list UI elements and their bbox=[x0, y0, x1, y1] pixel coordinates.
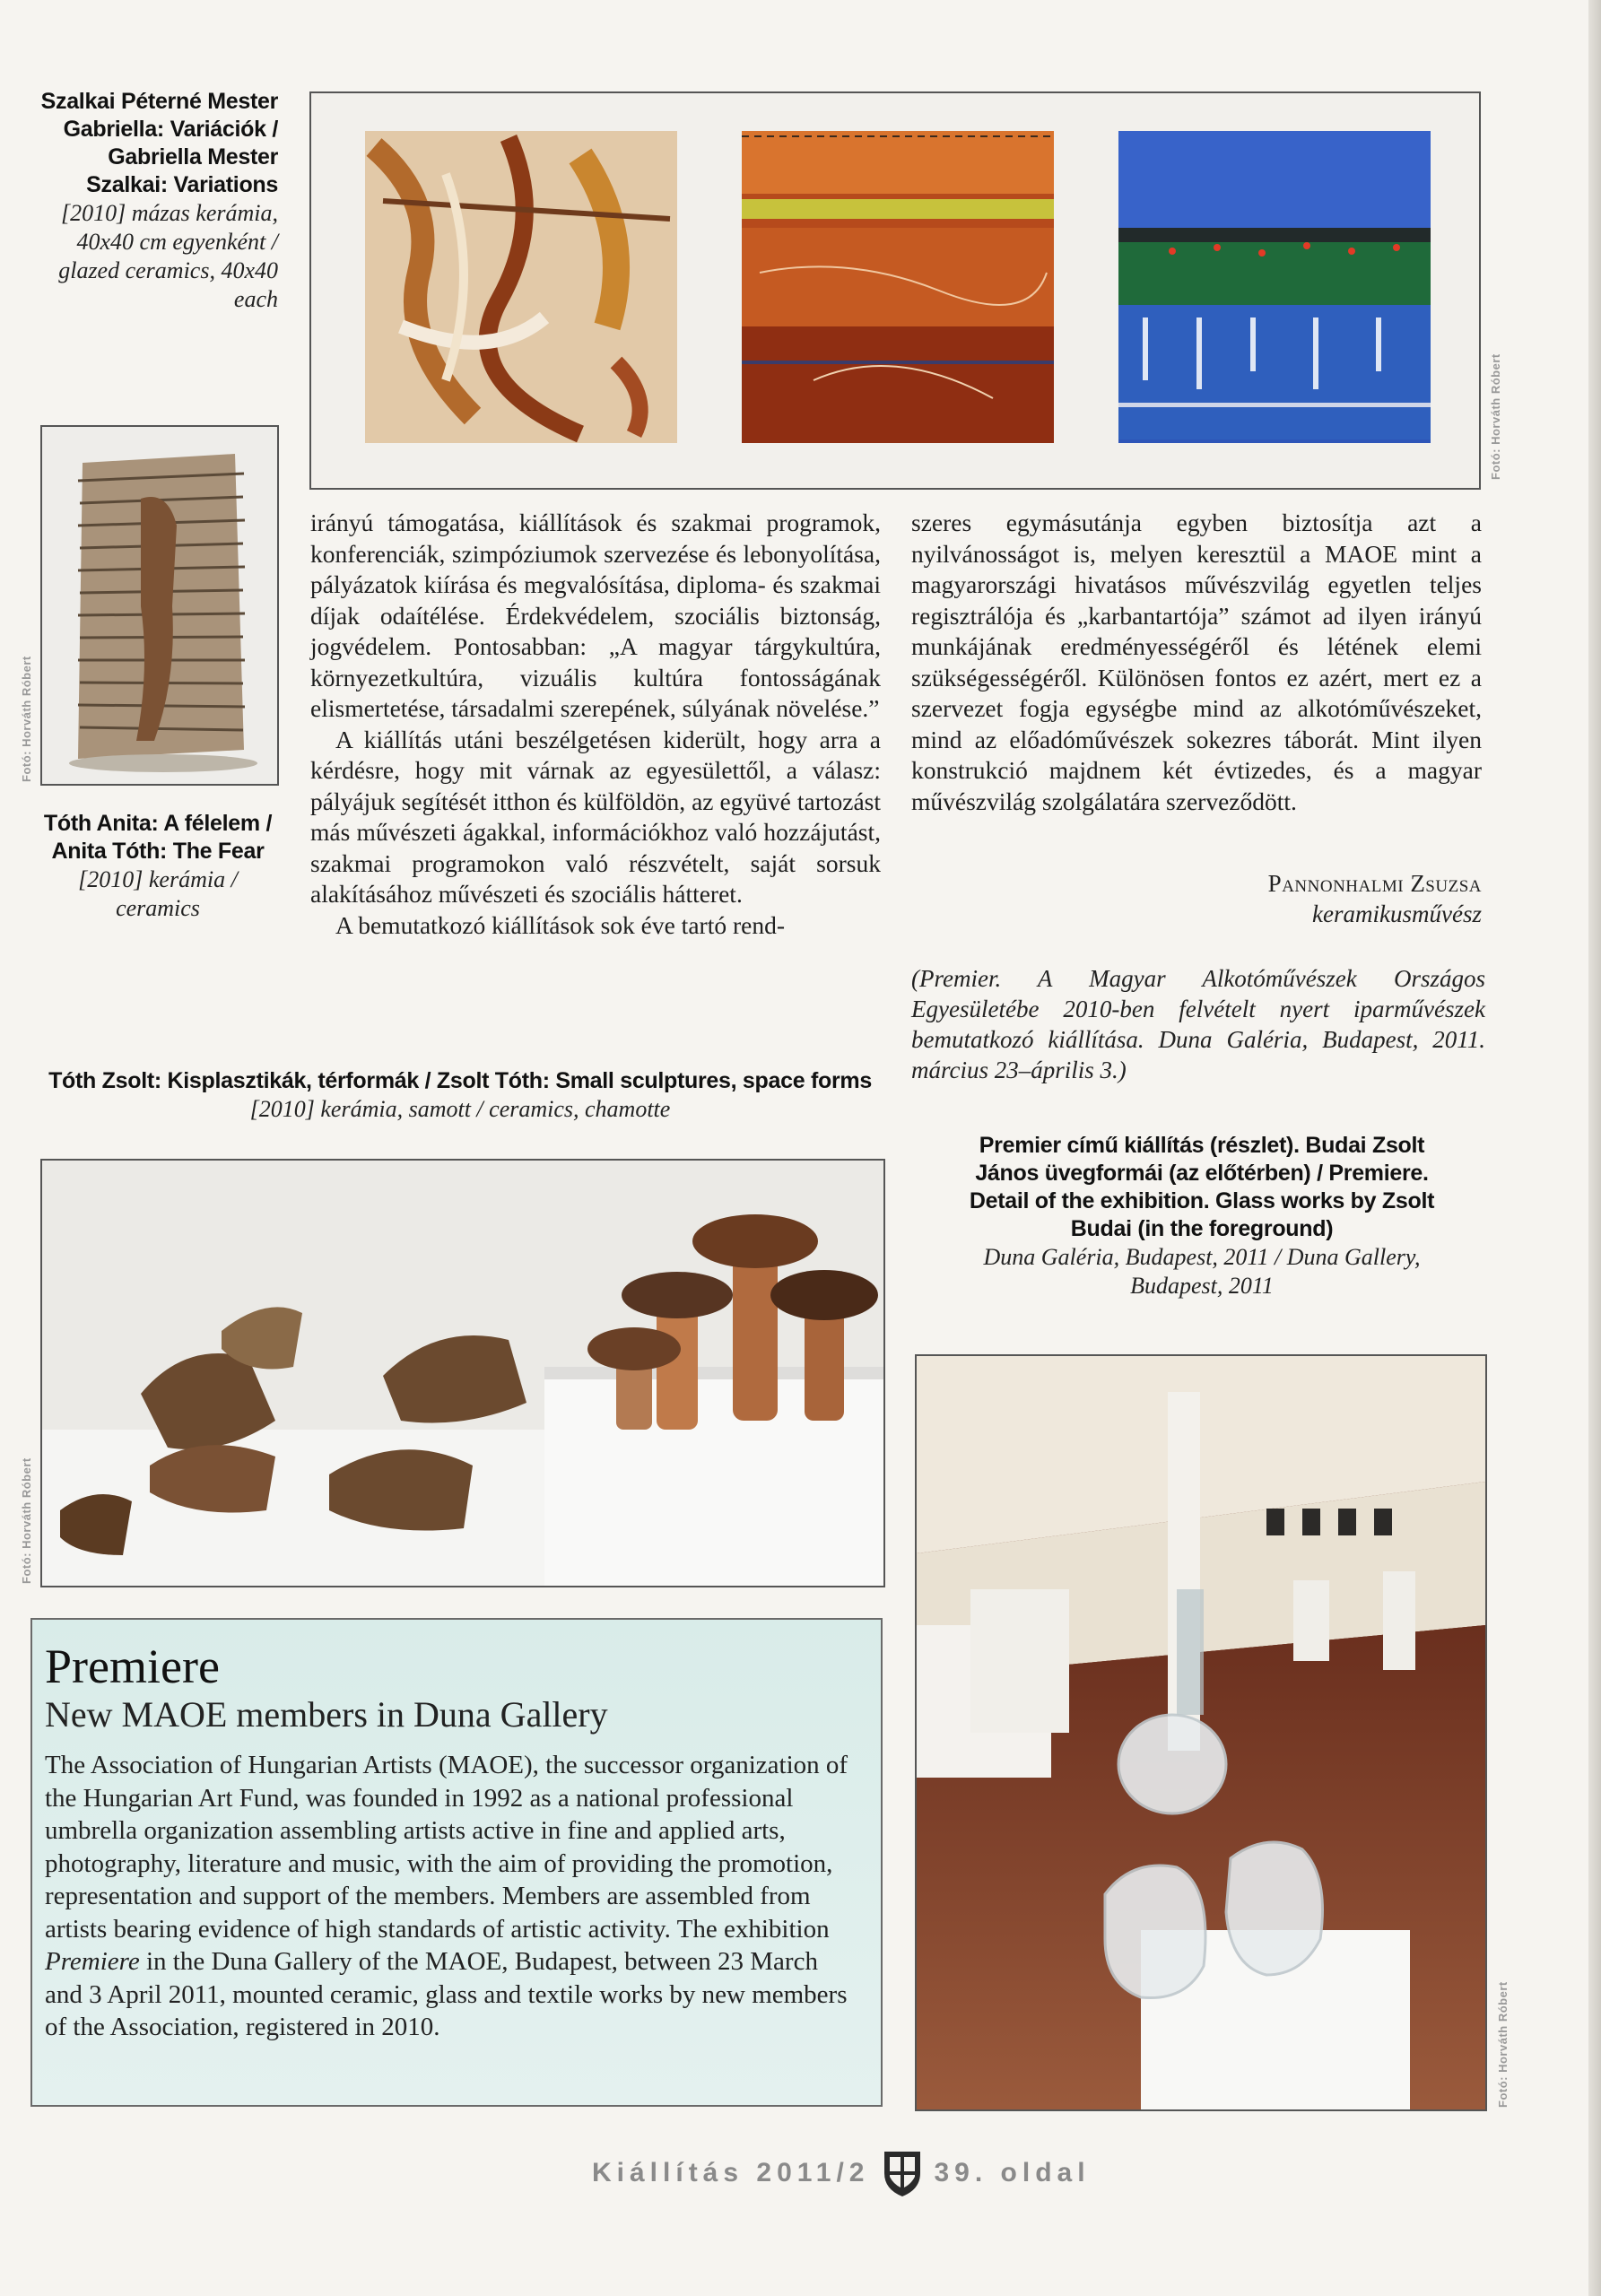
photo-credit-variations: Fotó: Horváth Róbert bbox=[1489, 353, 1502, 480]
tile-blue bbox=[1118, 131, 1431, 443]
shield-logo-icon bbox=[883, 2148, 922, 2198]
author-name: Pannonhalmi Zsuzsa bbox=[1267, 870, 1482, 897]
photo-fear-sculpture bbox=[40, 425, 279, 786]
photo-variations-tiles bbox=[309, 91, 1481, 490]
summary-body-start: The Association of Hungarian Artists (MAOE), the successor organization of the Hungarian Art Fund, was founded in 1992 as a national professional umbrella organization assembling artists active in fine and applied arts, photography, literature and music, with the aim of providing the promotion, representation and support of the members. Members are assembled from artists bearing evidence of high standards of artistic activity. The exhibition bbox=[45, 1751, 848, 1944]
article-col1-paragraph-1: irányú támogatása, kiállítások és szakmai programok, konferenciák, szimpóziumok szervezése és lebonyolítása, pályázatok kiírása és megvalósítása, diploma- és szakmai díjak odaítélése. Érdekvédelem, szociális biztonság, jogvédelem. Pontosabban: „A magyar tárgykultúra, környezetkultúra, vizuális kultúra fontosságának elismertetése, társadalmi szerepének, súlyának növelése.” bbox=[310, 509, 881, 722]
tile-ochre bbox=[365, 131, 677, 443]
caption-fear-title: Tóth Anita: A félelem / Anita Tóth: The Fear bbox=[43, 811, 273, 864]
caption-fear-desc: [2010] kerámia / ceramics bbox=[78, 866, 238, 921]
page-footer bbox=[592, 2148, 1091, 2198]
english-summary-box bbox=[30, 1618, 883, 2107]
caption-sculptures bbox=[43, 1067, 877, 1124]
caption-sculptures-desc: [2010] kerámia, samott / ceramics, chamotte bbox=[249, 1096, 671, 1122]
small-sculptures-image bbox=[42, 1161, 883, 1586]
footer-magazine: Kiállítás 2011/2 bbox=[592, 2158, 870, 2187]
summary-subtitle: New MAOE members in Duna Gallery bbox=[45, 1694, 608, 1735]
article-column-2 bbox=[911, 508, 1482, 817]
variations-tiles-image bbox=[311, 93, 1479, 488]
exhibition-note: (Premier. A Magyar Alkotóművészek Országos Egyesületébe 2010-ben felvételt nyert iparművészek bemutatkozó kiállítása. Duna Galéria, Budapest, 2011. március 23–április 3.) bbox=[911, 965, 1485, 1083]
article-col1-paragraph-2: A kiállítás utáni beszélgetésen kiderült, hogy arra a kérdésre, hogy mit várnak az egyesülettől, a válasz: pályájuk segítését itthon és külföldön, az együvé tartozást más művészeti ágakkal, információkhoz való hozzájutást, szakmai programokon való részvételt, saját sorsuk alakításához művészeti és szociális hátteret. bbox=[310, 725, 881, 908]
fear-sculpture-image bbox=[42, 427, 277, 784]
photo-credit-sculptures: Fotó: Horváth Róbert bbox=[20, 1457, 33, 1584]
photo-gallery-interior bbox=[915, 1354, 1487, 2111]
tile-red bbox=[742, 131, 1054, 443]
gallery-interior-image bbox=[917, 1356, 1485, 2109]
author-role: keramikusművész bbox=[1312, 900, 1482, 927]
author-signature bbox=[911, 868, 1482, 929]
page-spine bbox=[1588, 0, 1601, 2296]
caption-variations bbox=[36, 88, 278, 314]
caption-exhibition bbox=[951, 1132, 1453, 1300]
caption-sculptures-title: Tóth Zsolt: Kisplasztikák, térformák / Zsolt Tóth: Small sculptures, space forms bbox=[48, 1068, 872, 1093]
article-col2-paragraph-1: szeres egymásutánja egyben biztosítja azt a nyilvánosságot is, melyen keresztül a MAOE mint a magyarországi hivatásos művészvilág egyetlen teljes regisztrálója és „karbantartója” számot ad ilyen irányú munkájának eredményességéről és létének elemi szükségességéről. Különösen fontos ez azért, mert ez a szervezet fogja egységbe mind az alkotóművészeket, mind az előadóművészek sokezres táborát. Mint ilyen konstrukció majdnem két évtizedes, és a magyar művészvilág szolgálatára szerveződött. bbox=[911, 509, 1482, 815]
summary-body bbox=[45, 1749, 859, 2044]
caption-fear bbox=[36, 810, 280, 923]
article-column-1 bbox=[310, 508, 881, 941]
caption-variations-title: Szalkai Péterné Mester Gabriella: Variációk / Gabriella Mester Szalkai: Variations bbox=[40, 89, 278, 197]
caption-exhibition-desc: Duna Galéria, Budapest, 2011 / Duna Gallery, Budapest, 2011 bbox=[983, 1244, 1421, 1299]
footer-page-number: 39. oldal bbox=[934, 2158, 1091, 2187]
article-col1-paragraph-3: A bemutatkozó kiállítások sok éve tartó rend- bbox=[335, 910, 785, 939]
photo-credit-fear: Fotó: Horváth Róbert bbox=[20, 656, 33, 782]
summary-title: Premiere bbox=[45, 1639, 220, 1693]
caption-variations-desc: [2010] mázas kerámia, 40x40 cm egyenként / glazed ceramics, 40x40 each bbox=[58, 200, 278, 312]
summary-body-end: in the Duna Gallery of the MAOE, Budapest, between 23 March and 3 April 2011, mounted ceramic, glass and textile works by new members of the Association, registered in 2010. bbox=[45, 1947, 848, 2041]
summary-body-emphasis: Premiere bbox=[45, 1947, 140, 1976]
photo-small-sculptures bbox=[40, 1159, 885, 1587]
layered-ceramic-column bbox=[69, 454, 257, 772]
caption-exhibition-title: Premier című kiállítás (részlet). Budai Zsolt János üvegformái (az előtérben) / Premiere. Detail of the exhibition. Glass works by Zsolt Budai (in the foreground) bbox=[969, 1133, 1435, 1241]
photo-credit-gallery: Fotó: Horváth Róbert bbox=[1496, 1981, 1510, 2108]
